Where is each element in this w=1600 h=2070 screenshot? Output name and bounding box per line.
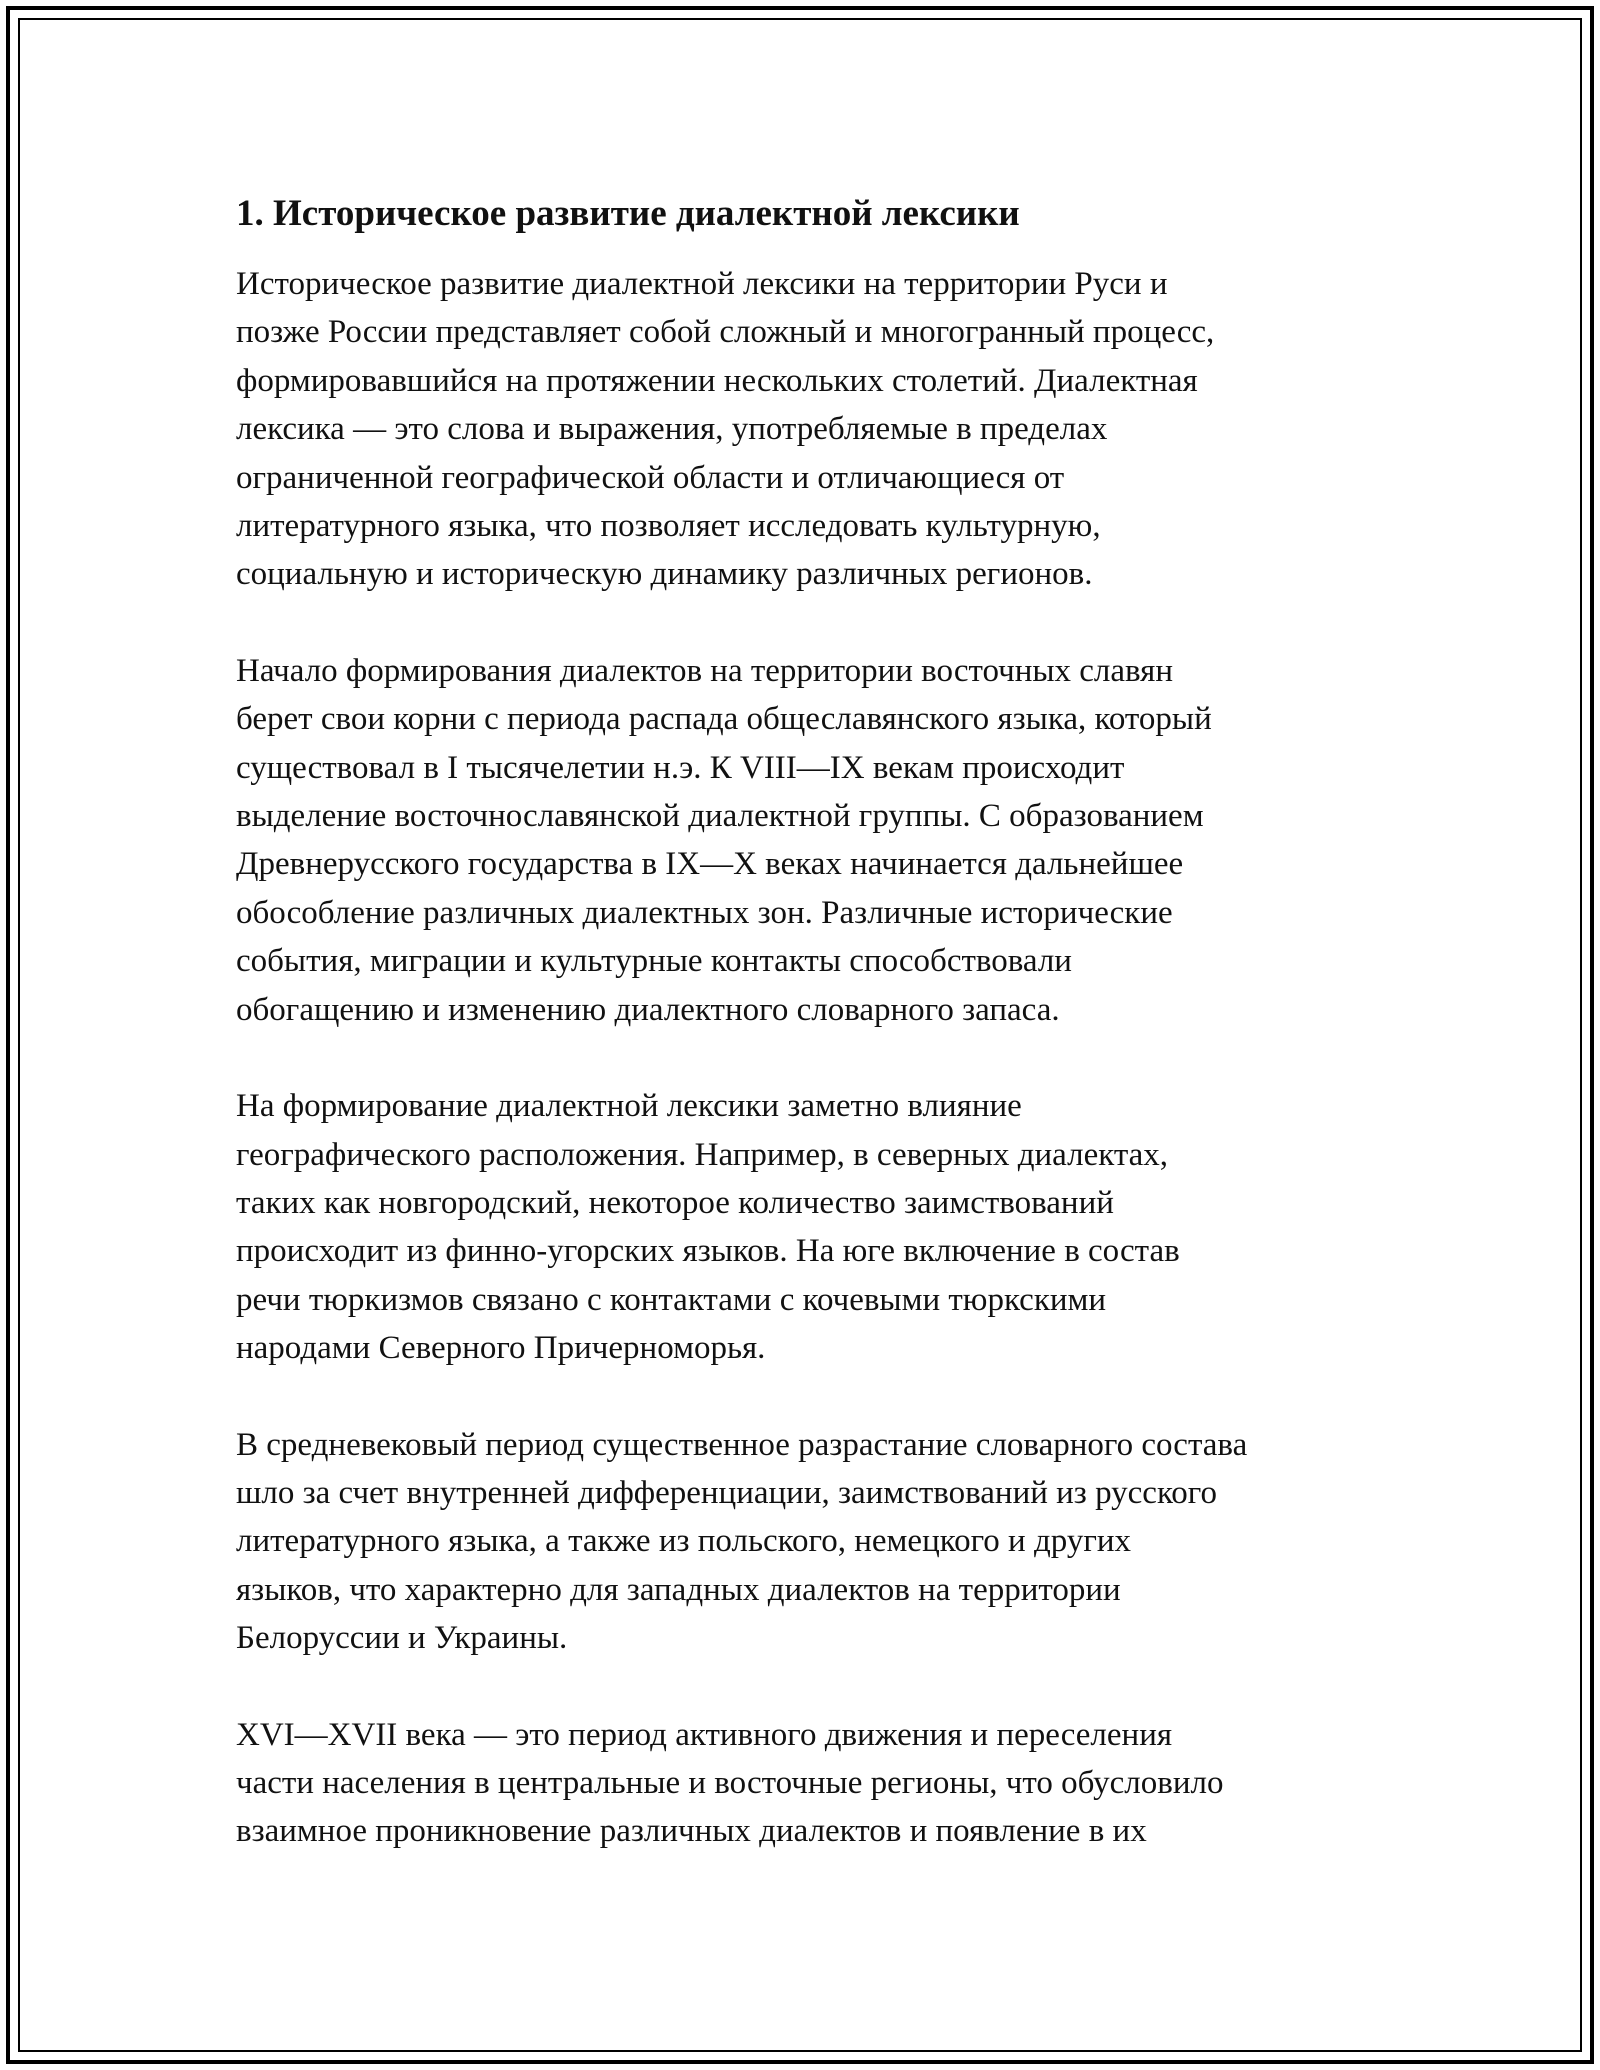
paragraph-2: Начало формирования диалектов на территории восточных славян берет свои корни с периода распада общеславянского языка, который существовал в I тысячелетии н.э. К VIII—IX векам происходит выделение восточнославянской диалектной группы. С образованием Древнерусского государства в IX—X веках начинается дальнейшее обособление различных диалектных зон. Различные исторические события, миграции и культурные контакты способствовали обогащению и изменению диалектного словарного запаса. — [236, 652, 1212, 1028]
paragraph-1: Историческое развитие диалектной лексики на территории Руси и позже России представляет собой сложный и многогранный процесс, формировавшийся на протяжении нескольких столетий. Диалектная лексика — это слова и выражения, употребляемые в пределах ограниченной географической области и отличающиеся от литературного языка, что позволяет исследовать культурную, социальную и историческую динамику различных регионов. — [236, 266, 1215, 593]
paragraph-3: На формирование диалектной лексики заметно влияние географического расположения. Например, в северных диалектах, таких как новгородский, некоторое количество заимствований происходит из финно-угорских языков. На юге включение в состав речи тюркизмов связано с контактами с кочевыми тюркскими народами Северного Причерноморья. — [236, 1088, 1180, 1367]
section-heading: 1. Историческое развитие диалектной лексики — [236, 193, 1020, 234]
document-body — [236, 190, 1366, 1904]
paragraph-4: В средневековый период существенное разрастание словарного состава шло за счет внутренней дифференциации, заимствований из русского литературного языка, а также из польского, немецкого и других языков, что характерно для западных диалектов на территории Белоруссии и Украины. — [236, 1426, 1248, 1657]
paragraph-5: XVI—XVII века — это период активного движения и переселения части населения в центральные и восточные регионы, что обусловило взаимное проникновение различных диалектов и появление в их — [236, 1716, 1224, 1850]
